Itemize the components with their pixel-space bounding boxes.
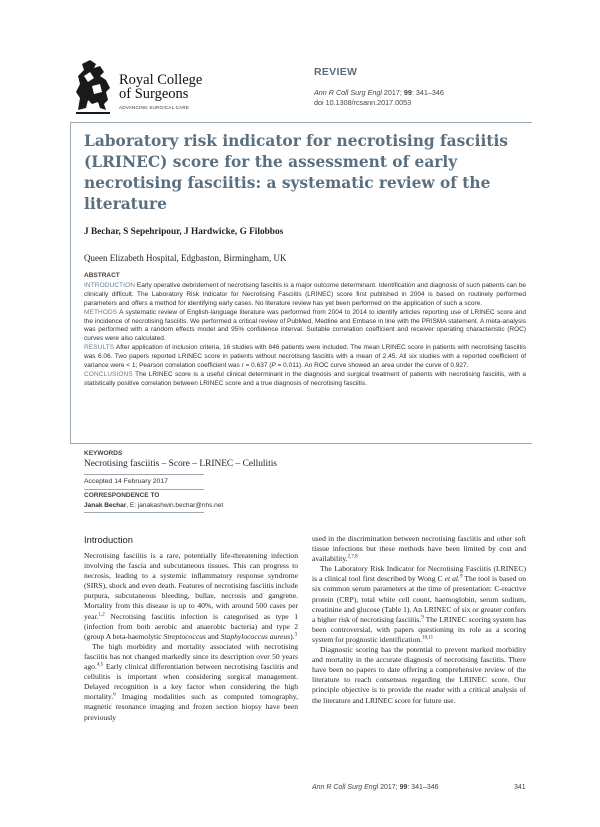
authors: J Bechar, S Sepehripour, J Hardwicke, G Filobbos — [84, 227, 284, 237]
body-paragraph: used in the discrimination between necrotising fasciitis and other soft tissue infections but these methods have been limited by cost and availability.$^{2,7,8}$ — [312, 534, 526, 564]
abstract-introduction: INTRODUCTION Early operative debridement of necrotising fasciitis is a major outcome determinant. Identification and diagnosis of such patients can be clinically difficult. The Laboratory Risk Indicator for Necrotising Fasciitis (LRINEC) score first published in 2004 is based on routinely performed parameters and offers a method for identifying early cases. No literature review has yet been performed on the application of such a score. — [84, 281, 526, 307]
keywords-divider — [84, 474, 204, 475]
abstract-results: RESULTS After application of inclusion criteria, 16 studies with 846 patients were included. The mean LRINEC score in patients with necrotising fasciitis was 6.06. Two papers reported LRINEC score in patients without necrotising fasciitis with a mean of 2.45. All six studies with a reported coefficient of variance were < 1; Pearson correlation coefficient was r = 0.637 (P = 0.011). An ROC curve showed an area under the curve of 0.927. — [84, 344, 526, 370]
abstract — [84, 272, 526, 389]
abstract-heading: ABSTRACT — [84, 272, 120, 279]
abstract-methods: METHODS A systematic review of English-language literature was performed from 2004 to 2014 to identify articles reporting use of LRINEC score and the incidence of necrotising fasciitis. We performed a critical review of PubMed, Medline and Embase in line with the PRISMA statement. A meta-analysis was performed with a random effects model and 95% confidence interval. Suitable correlation coefficient and receiver operating characteristic (ROC) curves were also calculated. — [84, 308, 526, 343]
section-label: REVIEW — [314, 66, 358, 78]
body-paragraph: The Laboratory Risk Indicator for Necrotising Fasciitis (LRINEC) is a clinical tool first described by Wong C et al.$^9$ The tool is based on six common serum parameters at the time of presentation: C-reactive protein (CRP), total white cell count, haemoglobin, serum sodium, creatinine and glucose (Table 1). An LRINEC of six or greater confers a higher risk of necrotising fasciitis.$^9$ The LRINEC scoring system has been controversial, with papers questioning its role as a scoring system for prognostic identification.$^{10,11}$ — [312, 564, 526, 644]
college-tagline: ADVANCING SURGICAL CARE — [119, 105, 190, 110]
abstract-conclusions: CONCLUSIONS The LRINEC score is a useful clinical determinant in the diagnosis and surgical treatment of patients with necrotising fasciitis, with a statistically positive correlation between LRINEC score and a true diagnosis of necrotising fasciitis. — [84, 370, 526, 387]
header-divider — [70, 122, 532, 123]
keywords: Necrotising fasciitis – Score – LRINEC – Cellulitis — [84, 459, 277, 469]
correspondence-email[interactable]: , E: janakashwin.bechar@nhs.net — [126, 502, 224, 509]
page-number: 341 — [514, 784, 526, 791]
body-column-left — [84, 534, 298, 723]
accepted-divider — [84, 489, 204, 490]
introduction-heading: Introduction — [84, 534, 133, 545]
correspondence-divider — [84, 512, 204, 513]
body-paragraph: Diagnostic scoring has the potential to prevent marked morbidity and mortality in the accurate diagnosis of necrotising fasciitis. There have been no papers to date offering a comprehensive review of the literature to reach consensus regarding the LRINEC score. Our principle objective is to provide the reader with a critical analysis of the literature and LRINEC score for future use. — [312, 645, 526, 705]
college-name: Royal College of Surgeons — [119, 72, 203, 102]
body-paragraph: The high morbidity and mortality associated with necrotising fasciitis has not changed markedly since its description over 50 years ago.$^{4,5}$ Early clinical differentiation between necrotising fasciitis and cellulitis is important when considering surgical management. Delayed recognition is a key factor when considering the high mortality.$^6$ Imaging modalities such as computed tomography, magnetic resonance imaging and frozen section biopsy have been previously — [84, 641, 298, 722]
body-column-right — [312, 534, 526, 706]
page-footer: Ann R Coll Surg Engl 2017; 99: 341–346 — [312, 784, 439, 791]
rcs-logo — [70, 58, 230, 116]
correspondence-heading: CORRESPONDENCE TO — [84, 492, 160, 499]
correspondence: Janak Bechar, E: janakashwin.bechar@nhs.net — [84, 502, 224, 509]
keywords-heading: KEYWORDS — [84, 450, 123, 457]
article-title: Laboratory risk indicator for necrotising fasciitis (LRINEC) score for the assessment of early necrotising fasciitis: a systematic review of the literature — [84, 132, 508, 213]
accepted-date: Accepted 14 February 2017 — [84, 478, 168, 485]
body-paragraph: Necrotising fasciitis is a rare, potentially life-threatening infection involving the fascia and subcutaneous tissues. This can progress to necrosis, leading to a systemic inflammatory response syndrome (SIRS), shock and even death. Features of necrotising fasciitis include purpura, subcutaneous bleeding, bullae, necrosis and gangrene. Mortality from this disease is up to 40%, with around 500 cases per year.$^{1,2}$ Necrotising fasciitis infection is categorised as type 1 (infection from both aerobic and anaerobic bacteria) and type 2 (group A beta-haemolytic Streptococcus and Staphylococcus aureus).$^3$ — [84, 551, 298, 641]
griffin-crest-icon — [70, 58, 116, 116]
citation: Ann R Coll Surg Engl 2017; 99: 341–346 doi 10.1308/rcsann.2017.0053 — [314, 88, 444, 107]
affiliation: Queen Elizabeth Hospital, Edgbaston, Birmingham, UK — [84, 253, 287, 263]
